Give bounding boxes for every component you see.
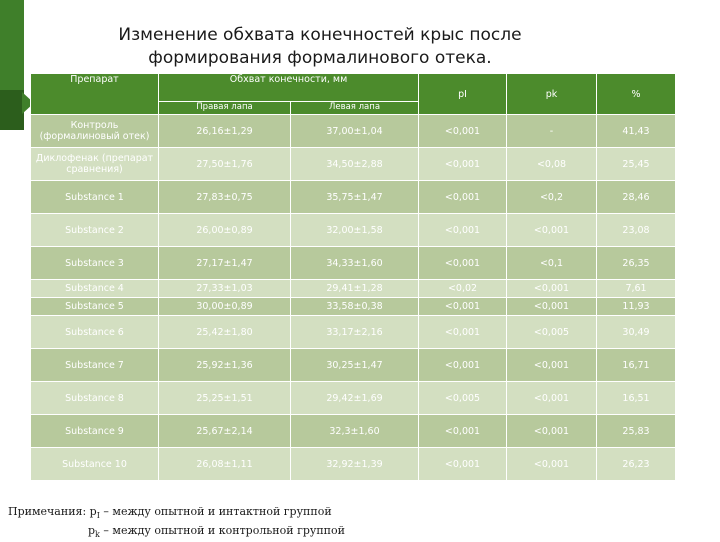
- footnote-label: Примечания:: [8, 505, 87, 518]
- cell-p-i: <0,001: [419, 448, 507, 481]
- cell-right-paw: 27,17±1,47: [159, 247, 291, 280]
- cell-right-paw: 27,50±1,76: [159, 148, 291, 181]
- cell-left-paw: 29,42±1,69: [291, 382, 419, 415]
- cell-left-paw: 34,33±1,60: [291, 247, 419, 280]
- cell-p-k: <0,001: [507, 280, 597, 298]
- cell-left-paw: 29,41±1,28: [291, 280, 419, 298]
- cell-drug-name: Substance 6: [31, 316, 159, 349]
- accent-bar-top: [0, 0, 24, 90]
- cell-left-paw: 33,17±2,16: [291, 316, 419, 349]
- p-i-subscript: I: [96, 511, 100, 521]
- footnote-text-2: – между опытной и контрольной группой: [103, 524, 345, 538]
- slide-title: [70, 24, 570, 70]
- cell-right-paw: 25,25±1,51: [159, 382, 291, 415]
- cell-p-k: <0,005: [507, 316, 597, 349]
- cell-drug-name: Substance 10: [31, 448, 159, 481]
- table-row: [31, 280, 676, 298]
- cell-left-paw: 35,75±1,47: [291, 181, 419, 214]
- header-right-paw: Правая лапа: [159, 102, 291, 115]
- header-p-k: pk: [507, 74, 597, 115]
- cell-percent: 11,93: [597, 298, 676, 316]
- p-symbol: p: [89, 505, 97, 518]
- header-circumference: Обхват конечности, мм: [159, 74, 419, 102]
- cell-p-k: <0,001: [507, 298, 597, 316]
- header-left-paw: Левая лапа: [291, 102, 419, 115]
- cell-p-k: -: [507, 115, 597, 148]
- table-row: [31, 448, 676, 481]
- cell-right-paw: 26,08±1,11: [159, 448, 291, 481]
- table-row: [31, 148, 676, 181]
- header-p-i: pI: [419, 74, 507, 115]
- cell-p-i: <0,02: [419, 280, 507, 298]
- p-symbol: p: [88, 524, 96, 538]
- cell-left-paw: 32,92±1,39: [291, 448, 419, 481]
- cell-drug-name: Substance 4: [31, 280, 159, 298]
- cell-percent: 16,71: [597, 349, 676, 382]
- p-k-subscript: k: [95, 530, 100, 540]
- cell-percent: 26,35: [597, 247, 676, 280]
- cell-p-i: <0,001: [419, 415, 507, 448]
- cell-left-paw: 33,58±0,38: [291, 298, 419, 316]
- table-row: [31, 181, 676, 214]
- cell-right-paw: 26,00±0,89: [159, 214, 291, 247]
- cell-p-i: <0,001: [419, 316, 507, 349]
- cell-left-paw: 32,00±1,58: [291, 214, 419, 247]
- cell-percent: 23,08: [597, 214, 676, 247]
- cell-percent: 26,23: [597, 448, 676, 481]
- footnote-line-2: [8, 523, 345, 542]
- cell-right-paw: 25,92±1,36: [159, 349, 291, 382]
- cell-left-paw: 34,50±2,88: [291, 148, 419, 181]
- cell-p-i: <0,001: [419, 247, 507, 280]
- footnote-line-1: [8, 504, 345, 523]
- data-table: [30, 73, 676, 481]
- cell-drug-name: Substance 5: [31, 298, 159, 316]
- cell-percent: 41,43: [597, 115, 676, 148]
- cell-right-paw: 25,42±1,80: [159, 316, 291, 349]
- header-drug: Препарат: [31, 74, 159, 115]
- cell-p-k: <0,001: [507, 448, 597, 481]
- table-row: [31, 349, 676, 382]
- cell-p-k: <0,001: [507, 349, 597, 382]
- table-row: [31, 382, 676, 415]
- title-line-1: Изменение обхвата конечностей крыс после: [118, 25, 522, 45]
- table-header-row: [31, 74, 676, 102]
- header-percent: %: [597, 74, 676, 115]
- cell-p-k: <0,2: [507, 181, 597, 214]
- cell-p-i: <0,001: [419, 181, 507, 214]
- cell-p-k: <0,1: [507, 247, 597, 280]
- table-row: [31, 415, 676, 448]
- cell-p-i: <0,001: [419, 298, 507, 316]
- cell-left-paw: 32,3±1,60: [291, 415, 419, 448]
- cell-drug-name: Диклофенак (препарат сравнения): [31, 148, 159, 181]
- table-row: [31, 316, 676, 349]
- cell-percent: 7,61: [597, 280, 676, 298]
- table-row: [31, 115, 676, 148]
- cell-p-k: <0,001: [507, 415, 597, 448]
- cell-right-paw: 27,33±1,03: [159, 280, 291, 298]
- cell-percent: 25,45: [597, 148, 676, 181]
- table-row: [31, 214, 676, 247]
- cell-p-i: <0,005: [419, 382, 507, 415]
- cell-drug-name: Контроль (формалиновый отек): [31, 115, 159, 148]
- cell-p-k: <0,001: [507, 214, 597, 247]
- table-row: [31, 298, 676, 316]
- cell-right-paw: 25,67±2,14: [159, 415, 291, 448]
- cell-p-i: <0,001: [419, 349, 507, 382]
- cell-p-i: <0,001: [419, 148, 507, 181]
- cell-drug-name: Substance 8: [31, 382, 159, 415]
- cell-left-paw: 30,25±1,47: [291, 349, 419, 382]
- title-line-2: формирования формалинового отека.: [148, 48, 492, 68]
- cell-p-k: <0,001: [507, 382, 597, 415]
- cell-percent: 28,46: [597, 181, 676, 214]
- footnote-text-1: – между опытной и интактной группой: [103, 505, 332, 518]
- cell-percent: 16,51: [597, 382, 676, 415]
- cell-left-paw: 37,00±1,04: [291, 115, 419, 148]
- table-row: [31, 247, 676, 280]
- cell-drug-name: Substance 9: [31, 415, 159, 448]
- cell-right-paw: 26,16±1,29: [159, 115, 291, 148]
- cell-percent: 30,49: [597, 316, 676, 349]
- cell-p-i: <0,001: [419, 115, 507, 148]
- accent-bar-middle: [0, 90, 24, 130]
- cell-p-k: <0,08: [507, 148, 597, 181]
- cell-drug-name: Substance 3: [31, 247, 159, 280]
- cell-percent: 25,83: [597, 415, 676, 448]
- cell-drug-name: Substance 1: [31, 181, 159, 214]
- cell-right-paw: 30,00±0,89: [159, 298, 291, 316]
- cell-right-paw: 27,83±0,75: [159, 181, 291, 214]
- footnote: [8, 504, 345, 542]
- cell-p-i: <0,001: [419, 214, 507, 247]
- cell-drug-name: Substance 7: [31, 349, 159, 382]
- cell-drug-name: Substance 2: [31, 214, 159, 247]
